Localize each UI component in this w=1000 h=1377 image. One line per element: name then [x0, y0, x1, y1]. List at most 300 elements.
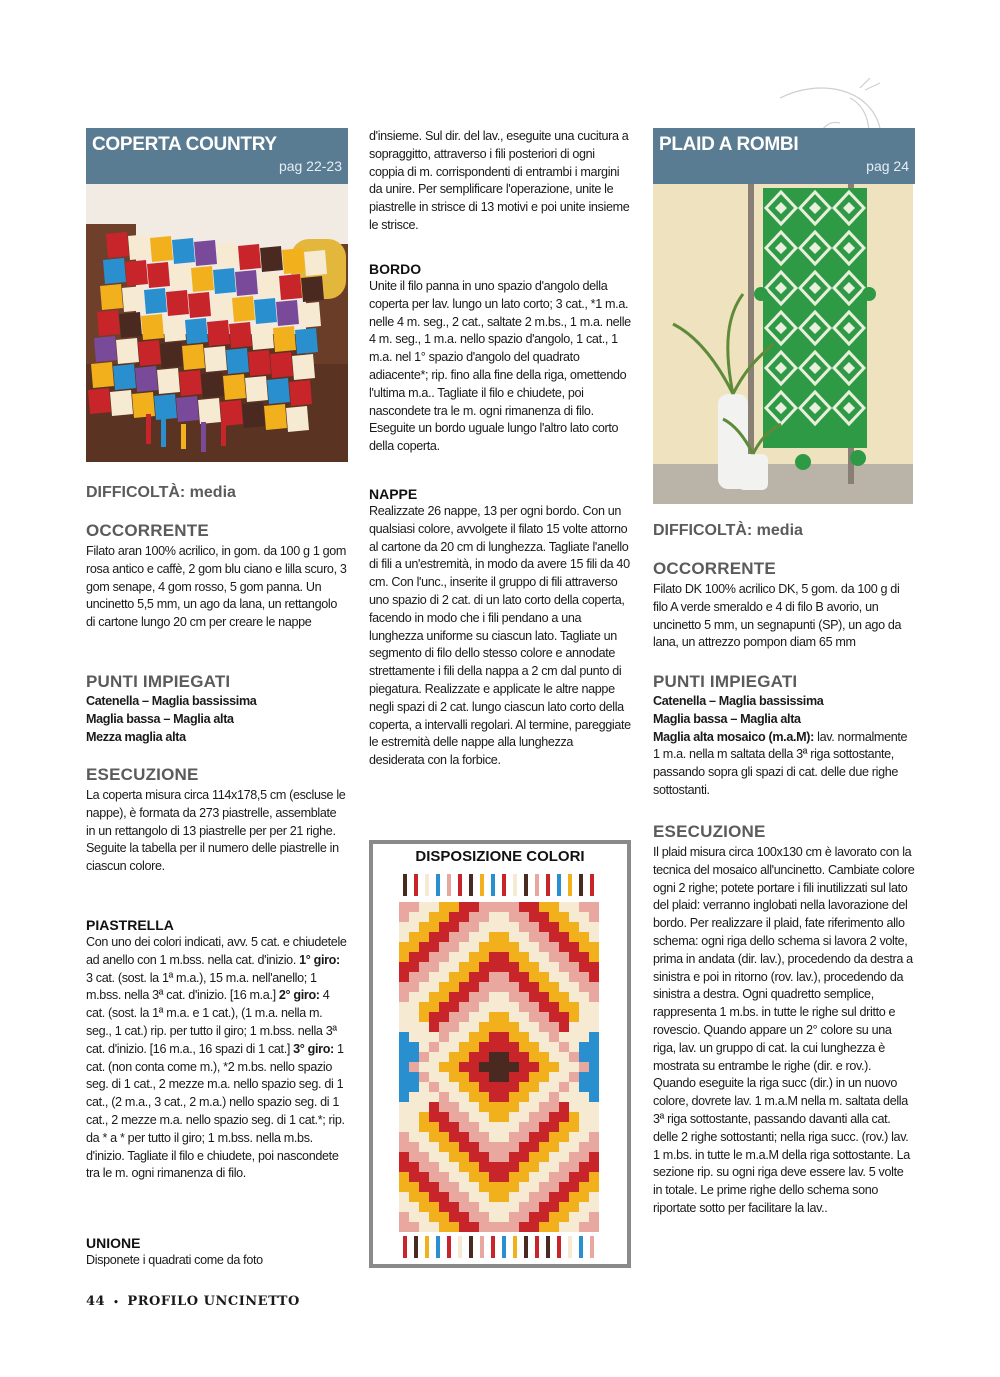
scheme-cell	[549, 982, 559, 992]
scheme-cell	[559, 1172, 569, 1182]
scheme-cell	[419, 992, 429, 1002]
left-column	[86, 128, 348, 1267]
scheme-cell	[529, 1052, 539, 1062]
scheme-cell	[529, 962, 539, 972]
tassel-stripe	[403, 1236, 407, 1258]
scheme-cell	[449, 902, 459, 912]
scheme-cell	[409, 1002, 419, 1012]
scheme-cell	[429, 1212, 439, 1222]
scheme-cell	[439, 1162, 449, 1172]
scheme-cell	[439, 1012, 449, 1022]
magazine-name: PROFILO UNCINETTO	[127, 1294, 300, 1309]
scheme-cell	[429, 1032, 439, 1042]
scheme-cell	[449, 952, 459, 962]
scheme-cell	[489, 1172, 499, 1182]
scheme-cell	[559, 1122, 569, 1132]
blanket-tile	[264, 404, 287, 430]
scheme-cell	[489, 952, 499, 962]
tassel-stripe	[557, 1236, 561, 1258]
bordo-text: Unite il filo panna in uno spazio d'angolo della coperta per lav. lungo un lato corto; 3 cat., *1 m.a. nelle 4 m. seg., 2 cat., saltate 2 m.bs., 1 m.a. nelle 4 m. seg., 1 m.a. nello spazio d'angolo, 1 cat., 1 m.a. nel 1° spazio d'angolo del quadrato adiacente*; rip. fino alla fine della riga, omettendo l'ultima m.a.. Tagliate il filo e chiudete, poi nascondete tra le m. ogni rimanenza di filo. Eseguite un bordo uguale lungo l'altro lato corto della coperta.	[369, 279, 631, 454]
scheme-cell	[509, 982, 519, 992]
scheme-cell	[549, 902, 559, 912]
scheme-cell	[459, 1172, 469, 1182]
scheme-cell	[589, 1092, 599, 1102]
scheme-cell	[429, 1192, 439, 1202]
bordo-title: BORDO	[369, 261, 422, 277]
scheme-cell	[559, 1222, 569, 1232]
scheme-cell	[439, 1212, 449, 1222]
scheme-cell	[519, 972, 529, 982]
scheme-cell	[579, 912, 589, 922]
scheme-cell	[429, 1172, 439, 1182]
scheme-cell	[429, 1022, 439, 1032]
scheme-cell	[579, 1042, 589, 1052]
left-banner	[86, 128, 348, 184]
scheme-cell	[449, 1012, 459, 1022]
scheme-cell	[419, 1002, 429, 1012]
scheme-cell	[509, 1152, 519, 1162]
scheme-cell	[459, 1062, 469, 1072]
scheme-cell	[589, 1132, 599, 1142]
scheme-cell	[409, 1072, 419, 1082]
tassel-stripe	[458, 874, 462, 896]
scheme-cell	[589, 1052, 599, 1062]
scheme-cell	[459, 1102, 469, 1112]
scheme-cell	[469, 1212, 479, 1222]
left-esecuzione-text2: Seguite la tabella per il numero delle piastrelle in ciascun colore.	[86, 841, 339, 874]
scheme-cell	[449, 1182, 459, 1192]
scheme-cell	[549, 1212, 559, 1222]
scheme-cell	[439, 1062, 449, 1072]
scheme-cell	[399, 1102, 409, 1112]
piastrella-text	[86, 934, 348, 1183]
scheme-cell	[399, 1182, 409, 1192]
blanket-tile	[116, 338, 139, 364]
tassel-stripe	[502, 874, 506, 896]
scheme-cell	[429, 1202, 439, 1212]
scheme-cell	[589, 1202, 599, 1212]
scheme-cell	[419, 1042, 429, 1052]
scheme-cell	[459, 1192, 469, 1202]
scheme-cell	[519, 912, 529, 922]
blanket-tile	[289, 380, 312, 406]
scheme-cell	[589, 1032, 599, 1042]
scheme-cell	[519, 1162, 529, 1172]
blanket-tile	[260, 246, 283, 272]
scheme-cell	[579, 1182, 589, 1192]
scheme-cell	[509, 1112, 519, 1122]
scheme-cell	[499, 972, 509, 982]
tassel-stripe	[590, 874, 594, 896]
scheme-cell	[509, 1052, 519, 1062]
scheme-cell	[499, 1222, 509, 1232]
scheme-cell	[489, 922, 499, 932]
blanket-tile	[113, 364, 136, 390]
scheme-cell	[459, 922, 469, 932]
scheme-cell	[539, 1112, 549, 1122]
scheme-cell	[499, 1072, 509, 1082]
scheme-cell	[499, 962, 509, 972]
tassel-stripe	[546, 1236, 550, 1258]
scheme-cell	[449, 1082, 459, 1092]
scheme-cell	[429, 1132, 439, 1142]
scheme-cell	[509, 1092, 519, 1102]
scheme-cell	[489, 1102, 499, 1112]
blanket-tile	[182, 344, 205, 370]
blanket-tile	[138, 340, 161, 366]
scheme-cell	[509, 1102, 519, 1112]
scheme-cell	[519, 1122, 529, 1132]
scheme-cell	[399, 962, 409, 972]
scheme-cell	[529, 972, 539, 982]
tassel-stripe	[502, 1236, 506, 1258]
scheme-cell	[589, 1102, 599, 1112]
nappe-title: NAPPE	[369, 486, 418, 502]
scheme-cell	[439, 1052, 449, 1062]
scheme-cell	[399, 1112, 409, 1122]
scheme-cell	[549, 952, 559, 962]
scheme-cell	[589, 1012, 599, 1022]
scheme-cell	[509, 1022, 519, 1032]
scheme-cell	[419, 1202, 429, 1212]
scheme-cell	[439, 1102, 449, 1112]
blanket-tile	[128, 234, 151, 260]
scheme-cell	[489, 982, 499, 992]
scheme-cell	[539, 972, 549, 982]
scheme-cell	[479, 1092, 489, 1102]
scheme-cell	[439, 952, 449, 962]
scheme-cell	[499, 902, 509, 912]
tassel-stripe	[579, 874, 583, 896]
nappe-text: Realizzate 26 nappe, 13 per ogni bordo. Con un qualsiasi colore, avvolgete il filato 15 volte attorno al cartone da 20 cm di lunghezza. Tagliate l'anello di fili a un'estremità, in modo da avere 15 fili da 40 cm. Con l'unc., inserite il gruppo di fili attraverso uno spazio di 2 cat. di un lato corto della coperta, facendo in modo che i fili pendano a una lunghezza uniforme su ciascun lato. Tagliate un segmento di filo dello stesso colore e annodate strettamente i fili della nappa a 2 cm dal punto di piegatura. Realizzate e applicate le altre nappe negli spazi di 2 cat. lungo ciascun lato corto della coperta, a intervalli regolari. Al termine, pareggiate le estremità delle nappe alla lunghezza desiderata con la forbice.	[369, 504, 631, 768]
scheme-cell	[459, 1072, 469, 1082]
tassel-stripe	[524, 1236, 528, 1258]
blanket-tile	[207, 320, 230, 346]
blanket-tile	[119, 312, 142, 338]
scheme-cell	[589, 1192, 599, 1202]
scheme-cell	[539, 1212, 549, 1222]
scheme-cell	[469, 1192, 479, 1202]
scheme-cell	[439, 1142, 449, 1152]
scheme-cell	[459, 1182, 469, 1192]
scheme-cell	[469, 1082, 479, 1092]
scheme-cell	[409, 1162, 419, 1172]
scheme-cell	[489, 1082, 499, 1092]
scheme-cell	[419, 1142, 429, 1152]
scheme-cell	[409, 1102, 419, 1112]
scheme-cell	[589, 1072, 599, 1082]
piastrella-p1: Con uno dei colori indicati, avv. 5 cat. e chiudetele ad anello con 1 m.bss. nella cat. d'inizio.	[86, 935, 347, 967]
scheme-cell	[579, 962, 589, 972]
scheme-cell	[459, 1212, 469, 1222]
scheme-cell	[579, 1032, 589, 1042]
scheme-cell	[589, 1112, 599, 1122]
blanket-tile	[301, 276, 324, 302]
blanket-tile	[223, 374, 246, 400]
scheme-cell	[449, 1122, 459, 1132]
scheme-cell	[409, 912, 419, 922]
scheme-cell	[519, 1112, 529, 1122]
scheme-cell	[509, 902, 519, 912]
scheme-cell	[539, 1022, 549, 1032]
scheme-cell	[499, 1132, 509, 1142]
scheme-cell	[569, 1122, 579, 1132]
scheme-cell	[459, 1202, 469, 1212]
tassel-stripe	[414, 1236, 418, 1258]
scheme-cell	[539, 912, 549, 922]
scheme-cell	[449, 922, 459, 932]
scheme-cell	[459, 1002, 469, 1012]
scheme-cell	[469, 902, 479, 912]
scheme-cell	[559, 1162, 569, 1172]
scheme-cell	[529, 1012, 539, 1022]
scheme-cell	[529, 982, 539, 992]
scheme-cell	[539, 1072, 549, 1082]
scheme-cell	[559, 982, 569, 992]
left-punti-title: PUNTI IMPIEGATI	[86, 672, 231, 691]
scheme-cell	[489, 1122, 499, 1132]
scheme-cell	[499, 1042, 509, 1052]
scheme-cell	[449, 1092, 459, 1102]
scheme-cell	[419, 1152, 429, 1162]
scheme-cell	[439, 1222, 449, 1232]
middle-column	[369, 128, 631, 865]
scheme-cell	[569, 1002, 579, 1012]
scheme-cell	[529, 942, 539, 952]
scheme-cell	[529, 1192, 539, 1202]
scheme-cell	[489, 962, 499, 972]
scheme-cell	[559, 942, 569, 952]
scheme-cell	[589, 912, 599, 922]
coperta-country-photo	[86, 184, 348, 462]
blanket-tile	[150, 236, 173, 262]
scheme-cell	[579, 1082, 589, 1092]
scheme-cell	[569, 1212, 579, 1222]
scheme-cell	[559, 902, 569, 912]
scheme-cell	[499, 1192, 509, 1202]
scheme-cell	[579, 1142, 589, 1152]
scheme-cell	[469, 932, 479, 942]
scheme-cell	[449, 1062, 459, 1072]
blanket-tile	[141, 314, 164, 340]
scheme-cell	[399, 1142, 409, 1152]
scheme-cell	[579, 1222, 589, 1232]
scheme-cell	[439, 1122, 449, 1132]
scheme-cell	[499, 1102, 509, 1112]
scheme-cell	[439, 1202, 449, 1212]
scheme-cell	[559, 1032, 569, 1042]
right-column	[653, 128, 915, 1215]
scheme-cell	[399, 922, 409, 932]
scheme-cell	[579, 1112, 589, 1122]
scheme-cell	[539, 1222, 549, 1232]
scheme-cell	[589, 982, 599, 992]
left-punti-line: Maglia bassa – Maglia alta	[86, 711, 234, 726]
scheme-cell	[429, 952, 439, 962]
scheme-cell	[489, 1072, 499, 1082]
scheme-cell	[479, 1042, 489, 1052]
scheme-cell	[479, 932, 489, 942]
left-difficulty: DIFFICOLTÀ: media	[86, 484, 236, 501]
scheme-cell	[479, 1072, 489, 1082]
scheme-cell	[549, 1032, 559, 1042]
scheme-cell	[529, 1152, 539, 1162]
scheme-cell	[539, 1172, 549, 1182]
scheme-cell	[559, 1012, 569, 1022]
scheme-cell	[569, 1152, 579, 1162]
scheme-cell	[579, 932, 589, 942]
scheme-cell	[399, 1152, 409, 1162]
scheme-cell	[489, 1182, 499, 1192]
scheme-cell	[579, 992, 589, 1002]
scheme-cell	[489, 912, 499, 922]
scheme-cell	[579, 1002, 589, 1012]
scheme-cell	[499, 1142, 509, 1152]
scheme-cell	[449, 1212, 459, 1222]
scheme-cell	[459, 1142, 469, 1152]
scheme-cell	[469, 962, 479, 972]
plaid-a-rombi-photo	[653, 184, 915, 504]
scheme-cell	[589, 962, 599, 972]
left-banner-page: pag 22-23	[278, 158, 342, 174]
scheme-cell	[519, 1032, 529, 1042]
blanket-tile	[194, 240, 217, 266]
blanket-tile	[163, 316, 186, 342]
scheme-cell	[569, 1162, 579, 1172]
scheme-cell	[439, 922, 449, 932]
scheme-cell	[439, 942, 449, 952]
scheme-cell	[399, 1132, 409, 1142]
scheme-cell	[499, 982, 509, 992]
scheme-cell	[559, 1152, 569, 1162]
scheme-cell	[499, 922, 509, 932]
scheme-cell	[429, 902, 439, 912]
scheme-cell	[569, 1102, 579, 1112]
scheme-cell	[569, 1022, 579, 1032]
blanket-tile	[232, 296, 255, 322]
scheme-cell	[509, 1162, 519, 1172]
scheme-cell	[569, 952, 579, 962]
scheme-cell	[399, 1192, 409, 1202]
scheme-cell	[429, 1092, 439, 1102]
scheme-cell	[519, 1142, 529, 1152]
left-occorrente-text: Filato aran 100% acrilico, in gom. da 100 g 1 gom rosa antico e caffè, 2 gom blu ciano e lilla scuro, 3 gom senape, 4 gom rosso, 5 gom panna. Un uncinetto 5,5 mm, un ago da lana, un rettangolo di cartone lungo 20 cm per creare le nappe	[86, 544, 347, 630]
blanket-tile	[147, 262, 170, 288]
scheme-cell	[479, 1052, 489, 1062]
scheme-cell	[399, 912, 409, 922]
scheme-cell	[499, 1052, 509, 1062]
scheme-cell	[419, 982, 429, 992]
blanket-tile	[248, 350, 271, 376]
scheme-cell	[539, 1002, 549, 1012]
scheme-cell	[469, 1122, 479, 1132]
scheme-cell	[559, 1202, 569, 1212]
scheme-cell	[559, 1052, 569, 1062]
scheme-cell	[459, 912, 469, 922]
scheme-cell	[509, 1072, 519, 1082]
scheme-cell	[489, 972, 499, 982]
scheme-cell	[429, 972, 439, 982]
scheme-cell	[539, 1182, 549, 1192]
scheme-cell	[549, 1122, 559, 1132]
blanket-tile	[191, 266, 214, 292]
blanket-tile	[201, 372, 224, 398]
scheme-cell	[509, 952, 519, 962]
blanket-tile	[188, 292, 211, 318]
scheme-cell	[459, 1092, 469, 1102]
scheme-cell	[469, 1182, 479, 1192]
scheme-cell	[579, 1202, 589, 1212]
scheme-cell	[519, 1182, 529, 1192]
right-difficulty: DIFFICOLTÀ: media	[653, 522, 803, 539]
scheme-cell	[519, 1072, 529, 1082]
scheme-cell	[429, 1112, 439, 1122]
scheme-cell	[459, 1112, 469, 1122]
scheme-cell	[579, 1012, 589, 1022]
blanket-tile	[97, 310, 120, 336]
blanket-tile	[226, 348, 249, 374]
scheme-cell	[509, 1172, 519, 1182]
scheme-cell	[439, 1132, 449, 1142]
tassel-stripe	[469, 874, 473, 896]
scheme-cell	[409, 1132, 419, 1142]
scheme-cell	[479, 1022, 489, 1032]
scheme-cell	[399, 1062, 409, 1072]
scheme-cell	[529, 1172, 539, 1182]
scheme-cell	[459, 932, 469, 942]
scheme-cell	[579, 1212, 589, 1222]
scheme-cell	[419, 922, 429, 932]
scheme-cell	[439, 982, 449, 992]
scheme-cell	[449, 1202, 459, 1212]
tassel-stripe	[590, 1236, 594, 1258]
scheme-cell	[469, 1102, 479, 1112]
scheme-cell	[589, 1222, 599, 1232]
scheme-cell	[519, 1172, 529, 1182]
scheme-cell	[419, 1072, 429, 1082]
scheme-cell	[559, 1002, 569, 1012]
scheme-cell	[529, 902, 539, 912]
scheme-cell	[579, 952, 589, 962]
scheme-cell	[439, 1192, 449, 1202]
scheme-cell	[549, 992, 559, 1002]
scheme-cell	[429, 982, 439, 992]
scheme-cell	[469, 1022, 479, 1032]
scheme-cell	[479, 1192, 489, 1202]
blanket-tile	[110, 390, 133, 416]
scheme-cell	[489, 932, 499, 942]
scheme-cell	[519, 1062, 529, 1072]
scheme-cell	[559, 1092, 569, 1102]
scheme-cell	[489, 942, 499, 952]
scheme-cell	[469, 1162, 479, 1172]
scheme-cell	[469, 1052, 479, 1062]
scheme-cell	[439, 1112, 449, 1122]
scheme-cell	[479, 1172, 489, 1182]
scheme-cell	[499, 932, 509, 942]
scheme-cell	[419, 932, 429, 942]
scheme-cell	[589, 902, 599, 912]
scheme-cell	[449, 1102, 459, 1112]
scheme-cell	[429, 1222, 439, 1232]
middle-intro-text: d'insieme. Sul dir. del lav., eseguite una cucitura a sopraggitto, attraverso i fili posteriori di ogni coppia di m. corrispondenti di entrambi i margini da unire. Per semplificare l'operazione, unite le piastrelle in strisce di 13 motivi e poi unite insieme le strisce.	[369, 129, 630, 232]
scheme-cell	[449, 1032, 459, 1042]
scheme-cell	[469, 1012, 479, 1022]
scheme-cell	[409, 1042, 419, 1052]
scheme-cell	[539, 1152, 549, 1162]
tassel-stripe	[458, 1236, 462, 1258]
scheme-cell	[499, 1002, 509, 1012]
